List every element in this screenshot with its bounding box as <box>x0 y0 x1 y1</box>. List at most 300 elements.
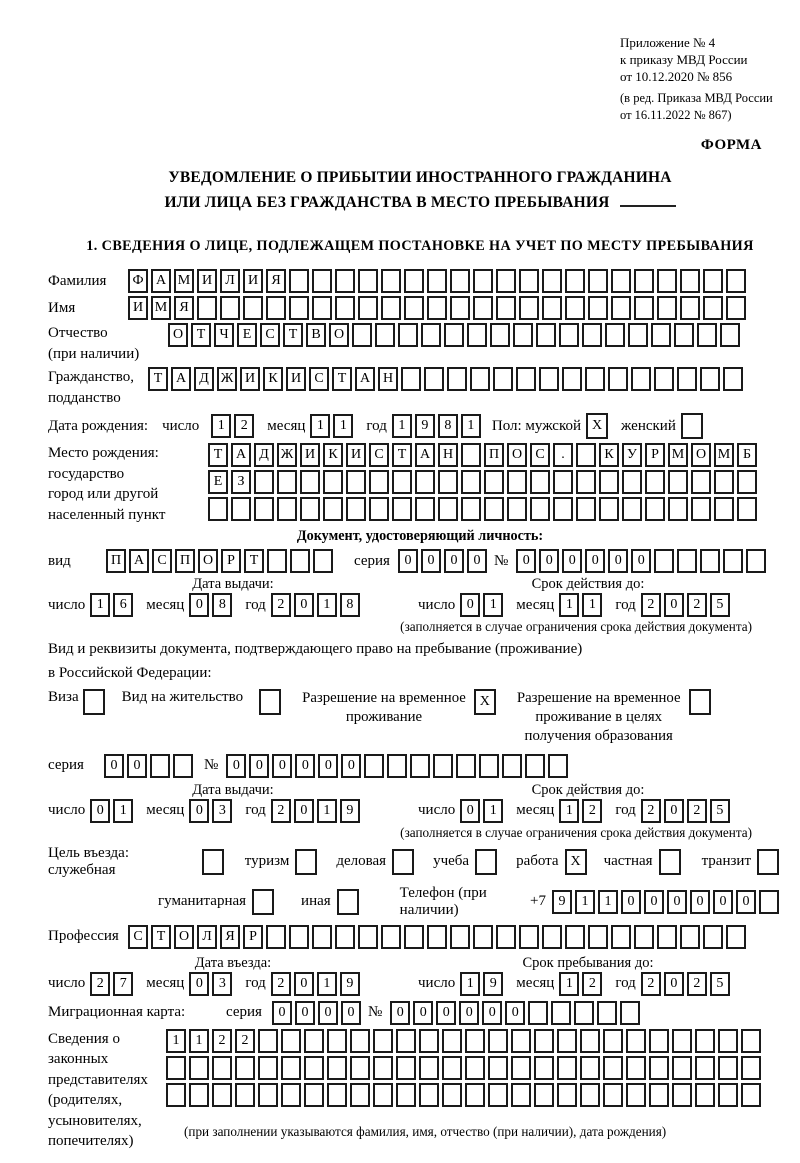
char-box[interactable] <box>723 367 743 391</box>
char-box[interactable] <box>313 549 333 573</box>
char-box[interactable]: 0 <box>444 549 464 573</box>
char-box[interactable] <box>511 1083 531 1107</box>
char-box[interactable]: 0 <box>318 754 338 778</box>
char-box[interactable]: 2 <box>641 799 661 823</box>
char-box[interactable] <box>691 470 711 494</box>
char-box[interactable]: 0 <box>562 549 582 573</box>
char-box[interactable] <box>312 925 332 949</box>
char-box[interactable] <box>496 296 516 320</box>
char-box[interactable] <box>649 1056 669 1080</box>
char-box[interactable]: 5 <box>710 799 730 823</box>
char-box[interactable] <box>350 1056 370 1080</box>
char-box[interactable]: 1 <box>166 1029 186 1053</box>
char-box[interactable] <box>565 925 585 949</box>
char-box[interactable]: 5 <box>710 972 730 996</box>
char-box[interactable] <box>519 925 539 949</box>
char-box[interactable]: 0 <box>713 890 733 914</box>
char-box[interactable]: Я <box>266 269 286 293</box>
char-box[interactable]: С <box>530 443 550 467</box>
char-box[interactable] <box>689 689 711 715</box>
char-box[interactable] <box>467 323 487 347</box>
char-box[interactable] <box>507 470 527 494</box>
char-box[interactable] <box>473 296 493 320</box>
char-box[interactable]: 0 <box>341 754 361 778</box>
char-box[interactable] <box>502 754 522 778</box>
char-box[interactable] <box>381 296 401 320</box>
char-box[interactable]: З <box>231 470 251 494</box>
char-box[interactable] <box>166 1083 186 1107</box>
char-box[interactable]: 1 <box>460 972 480 996</box>
char-box[interactable] <box>189 1056 209 1080</box>
char-box[interactable]: 0 <box>90 799 110 823</box>
char-box[interactable] <box>438 497 458 521</box>
char-box[interactable]: 2 <box>90 972 110 996</box>
char-box[interactable]: 0 <box>249 754 269 778</box>
char-box[interactable] <box>511 1056 531 1080</box>
char-box[interactable]: Ч <box>214 323 234 347</box>
char-box[interactable] <box>631 367 651 391</box>
char-box[interactable] <box>611 296 631 320</box>
char-box[interactable]: 0 <box>341 1001 361 1025</box>
char-box[interactable] <box>565 269 585 293</box>
char-box[interactable] <box>346 470 366 494</box>
char-box[interactable]: 0 <box>690 890 710 914</box>
char-box[interactable] <box>741 1056 761 1080</box>
char-box[interactable]: 0 <box>736 890 756 914</box>
char-box[interactable]: 0 <box>460 593 480 617</box>
char-box[interactable] <box>746 549 766 573</box>
char-box[interactable]: 0 <box>189 799 209 823</box>
char-box[interactable] <box>700 549 720 573</box>
char-box[interactable] <box>651 323 671 347</box>
char-box[interactable] <box>603 1056 623 1080</box>
char-box[interactable] <box>387 754 407 778</box>
char-box[interactable] <box>312 269 332 293</box>
char-box[interactable]: 5 <box>710 593 730 617</box>
char-box[interactable] <box>585 367 605 391</box>
char-box[interactable] <box>622 470 642 494</box>
char-box[interactable] <box>741 1029 761 1053</box>
char-box[interactable]: О <box>329 323 349 347</box>
char-box[interactable] <box>373 1029 393 1053</box>
char-box[interactable]: И <box>128 296 148 320</box>
char-box[interactable]: О <box>507 443 527 467</box>
char-box[interactable]: 0 <box>127 754 147 778</box>
char-box[interactable]: 1 <box>582 593 602 617</box>
char-box[interactable] <box>289 269 309 293</box>
char-box[interactable] <box>703 269 723 293</box>
char-box[interactable]: 9 <box>415 414 435 438</box>
char-box[interactable]: 2 <box>687 972 707 996</box>
char-box[interactable] <box>243 296 263 320</box>
char-box[interactable] <box>473 925 493 949</box>
char-box[interactable]: 2 <box>582 972 602 996</box>
char-box[interactable] <box>576 470 596 494</box>
char-box[interactable] <box>490 323 510 347</box>
char-box[interactable] <box>373 1083 393 1107</box>
char-box[interactable] <box>757 849 779 875</box>
char-box[interactable]: Р <box>243 925 263 949</box>
char-box[interactable] <box>542 296 562 320</box>
char-box[interactable] <box>718 1029 738 1053</box>
char-box[interactable] <box>681 413 703 439</box>
char-box[interactable] <box>519 269 539 293</box>
char-box[interactable]: 0 <box>516 549 536 573</box>
char-box[interactable] <box>281 1056 301 1080</box>
char-box[interactable] <box>335 296 355 320</box>
char-box[interactable] <box>465 1029 485 1053</box>
char-box[interactable] <box>415 470 435 494</box>
char-box[interactable] <box>548 754 568 778</box>
char-box[interactable] <box>525 754 545 778</box>
char-box[interactable] <box>304 1029 324 1053</box>
char-box[interactable] <box>657 925 677 949</box>
char-box[interactable] <box>392 497 412 521</box>
char-box[interactable] <box>534 1056 554 1080</box>
char-box[interactable] <box>304 1056 324 1080</box>
char-box[interactable] <box>718 1083 738 1107</box>
char-box[interactable] <box>714 470 734 494</box>
char-box[interactable]: 1 <box>317 972 337 996</box>
char-box[interactable] <box>536 323 556 347</box>
char-box[interactable]: 0 <box>467 549 487 573</box>
char-box[interactable]: 3 <box>212 972 232 996</box>
char-box[interactable] <box>254 497 274 521</box>
char-box[interactable] <box>427 296 447 320</box>
char-box[interactable] <box>507 497 527 521</box>
char-box[interactable] <box>465 1056 485 1080</box>
char-box[interactable]: Б <box>737 443 757 467</box>
char-box[interactable]: А <box>129 549 149 573</box>
char-box[interactable]: С <box>369 443 389 467</box>
char-box[interactable]: 1 <box>211 414 231 438</box>
char-box[interactable] <box>427 269 447 293</box>
char-box[interactable] <box>396 1029 416 1053</box>
char-box[interactable] <box>450 925 470 949</box>
char-box[interactable] <box>281 1083 301 1107</box>
char-box[interactable] <box>461 497 481 521</box>
char-box[interactable]: Л <box>197 925 217 949</box>
char-box[interactable] <box>295 849 317 875</box>
char-box[interactable]: 0 <box>505 1001 525 1025</box>
char-box[interactable] <box>258 1083 278 1107</box>
char-box[interactable] <box>626 1029 646 1053</box>
char-box[interactable] <box>450 269 470 293</box>
char-box[interactable]: С <box>128 925 148 949</box>
char-box[interactable] <box>677 367 697 391</box>
char-box[interactable] <box>542 269 562 293</box>
char-box[interactable]: 8 <box>340 593 360 617</box>
char-box[interactable]: 0 <box>482 1001 502 1025</box>
char-box[interactable]: Я <box>174 296 194 320</box>
char-box[interactable] <box>620 1001 640 1025</box>
char-box[interactable] <box>605 323 625 347</box>
char-box[interactable] <box>266 925 286 949</box>
char-box[interactable] <box>375 323 395 347</box>
char-box[interactable] <box>231 497 251 521</box>
char-box[interactable]: 0 <box>459 1001 479 1025</box>
char-box[interactable]: А <box>355 367 375 391</box>
char-box[interactable] <box>461 443 481 467</box>
char-box[interactable] <box>726 925 746 949</box>
char-box[interactable]: К <box>599 443 619 467</box>
char-box[interactable] <box>672 1056 692 1080</box>
char-box[interactable] <box>456 754 476 778</box>
char-box[interactable]: Т <box>244 549 264 573</box>
char-box[interactable]: Т <box>332 367 352 391</box>
char-box[interactable]: X <box>474 689 496 715</box>
char-box[interactable]: Н <box>378 367 398 391</box>
char-box[interactable]: 9 <box>483 972 503 996</box>
char-box[interactable]: 7 <box>113 972 133 996</box>
char-box[interactable]: Ж <box>217 367 237 391</box>
char-box[interactable] <box>737 470 757 494</box>
char-box[interactable] <box>335 269 355 293</box>
char-box[interactable] <box>697 323 717 347</box>
char-box[interactable] <box>373 1056 393 1080</box>
char-box[interactable]: 0 <box>272 1001 292 1025</box>
char-box[interactable] <box>404 269 424 293</box>
char-box[interactable] <box>438 470 458 494</box>
char-box[interactable]: 1 <box>113 799 133 823</box>
char-box[interactable] <box>381 269 401 293</box>
char-box[interactable] <box>358 296 378 320</box>
char-box[interactable] <box>551 1001 571 1025</box>
char-box[interactable] <box>695 1083 715 1107</box>
char-box[interactable]: Ж <box>277 443 297 467</box>
char-box[interactable] <box>534 1029 554 1053</box>
char-box[interactable]: 2 <box>235 1029 255 1053</box>
char-box[interactable]: Т <box>208 443 228 467</box>
char-box[interactable]: Т <box>392 443 412 467</box>
char-box[interactable] <box>576 497 596 521</box>
char-box[interactable]: 1 <box>317 593 337 617</box>
char-box[interactable]: 0 <box>644 890 664 914</box>
char-box[interactable]: А <box>171 367 191 391</box>
char-box[interactable] <box>559 323 579 347</box>
char-box[interactable] <box>419 1029 439 1053</box>
char-box[interactable] <box>741 1083 761 1107</box>
char-box[interactable]: У <box>622 443 642 467</box>
char-box[interactable]: 0 <box>294 593 314 617</box>
char-box[interactable] <box>323 470 343 494</box>
char-box[interactable] <box>150 754 170 778</box>
char-box[interactable] <box>582 323 602 347</box>
char-box[interactable]: И <box>300 443 320 467</box>
char-box[interactable]: 1 <box>189 1029 209 1053</box>
char-box[interactable]: П <box>484 443 504 467</box>
char-box[interactable] <box>235 1056 255 1080</box>
char-box[interactable] <box>720 323 740 347</box>
char-box[interactable] <box>83 689 105 715</box>
char-box[interactable] <box>327 1083 347 1107</box>
char-box[interactable] <box>290 549 310 573</box>
char-box[interactable]: 2 <box>234 414 254 438</box>
char-box[interactable] <box>369 470 389 494</box>
char-box[interactable]: И <box>286 367 306 391</box>
char-box[interactable]: 1 <box>559 972 579 996</box>
char-box[interactable]: С <box>260 323 280 347</box>
char-box[interactable]: 0 <box>189 593 209 617</box>
char-box[interactable] <box>626 1056 646 1080</box>
char-box[interactable] <box>358 269 378 293</box>
char-box[interactable] <box>677 549 697 573</box>
char-box[interactable]: Т <box>148 367 168 391</box>
char-box[interactable] <box>657 269 677 293</box>
char-box[interactable] <box>484 497 504 521</box>
char-box[interactable]: 8 <box>212 593 232 617</box>
char-box[interactable] <box>277 497 297 521</box>
char-box[interactable] <box>358 925 378 949</box>
char-box[interactable] <box>415 497 435 521</box>
char-box[interactable]: Р <box>645 443 665 467</box>
char-box[interactable] <box>580 1029 600 1053</box>
char-box[interactable]: 1 <box>90 593 110 617</box>
char-box[interactable] <box>267 549 287 573</box>
char-box[interactable] <box>603 1083 623 1107</box>
char-box[interactable] <box>392 849 414 875</box>
char-box[interactable]: 1 <box>559 593 579 617</box>
char-box[interactable] <box>672 1029 692 1053</box>
char-box[interactable]: 1 <box>559 799 579 823</box>
char-box[interactable] <box>323 497 343 521</box>
char-box[interactable]: М <box>714 443 734 467</box>
char-box[interactable]: Я <box>220 925 240 949</box>
char-box[interactable] <box>703 925 723 949</box>
char-box[interactable] <box>398 323 418 347</box>
char-box[interactable]: 1 <box>461 414 481 438</box>
char-box[interactable] <box>202 849 224 875</box>
char-box[interactable] <box>511 1029 531 1053</box>
char-box[interactable] <box>539 367 559 391</box>
char-box[interactable] <box>634 269 654 293</box>
char-box[interactable]: С <box>309 367 329 391</box>
char-box[interactable] <box>404 296 424 320</box>
char-box[interactable]: 6 <box>113 593 133 617</box>
char-box[interactable] <box>450 296 470 320</box>
char-box[interactable] <box>350 1083 370 1107</box>
char-box[interactable]: 1 <box>483 799 503 823</box>
char-box[interactable]: К <box>263 367 283 391</box>
char-box[interactable] <box>695 1029 715 1053</box>
char-box[interactable] <box>723 549 743 573</box>
char-box[interactable] <box>392 470 412 494</box>
char-box[interactable] <box>424 367 444 391</box>
char-box[interactable]: А <box>231 443 251 467</box>
char-box[interactable]: 9 <box>340 972 360 996</box>
char-box[interactable]: . <box>553 443 573 467</box>
char-box[interactable] <box>557 1029 577 1053</box>
char-box[interactable] <box>364 754 384 778</box>
char-box[interactable] <box>599 470 619 494</box>
char-box[interactable] <box>649 1029 669 1053</box>
char-box[interactable]: 0 <box>398 549 418 573</box>
char-box[interactable]: 0 <box>667 890 687 914</box>
char-box[interactable]: Ф <box>128 269 148 293</box>
char-box[interactable] <box>562 367 582 391</box>
char-box[interactable]: 0 <box>664 799 684 823</box>
char-box[interactable]: 1 <box>317 799 337 823</box>
char-box[interactable]: 0 <box>621 890 641 914</box>
char-box[interactable]: Т <box>151 925 171 949</box>
char-box[interactable]: 0 <box>294 799 314 823</box>
char-box[interactable]: И <box>197 269 217 293</box>
char-box[interactable] <box>654 549 674 573</box>
char-box[interactable] <box>479 754 499 778</box>
char-box[interactable] <box>197 296 217 320</box>
char-box[interactable] <box>496 925 516 949</box>
char-box[interactable] <box>588 296 608 320</box>
char-box[interactable] <box>634 925 654 949</box>
char-box[interactable] <box>442 1083 462 1107</box>
char-box[interactable] <box>369 497 389 521</box>
char-box[interactable]: 9 <box>340 799 360 823</box>
char-box[interactable] <box>553 497 573 521</box>
char-box[interactable] <box>628 323 648 347</box>
char-box[interactable]: Д <box>194 367 214 391</box>
char-box[interactable] <box>496 269 516 293</box>
char-box[interactable]: 1 <box>310 414 330 438</box>
char-box[interactable] <box>488 1029 508 1053</box>
char-box[interactable]: 1 <box>392 414 412 438</box>
char-box[interactable] <box>603 1029 623 1053</box>
char-box[interactable]: А <box>415 443 435 467</box>
char-box[interactable] <box>442 1056 462 1080</box>
char-box[interactable] <box>700 367 720 391</box>
char-box[interactable] <box>645 470 665 494</box>
char-box[interactable] <box>680 296 700 320</box>
char-box[interactable] <box>350 1029 370 1053</box>
char-box[interactable] <box>528 1001 548 1025</box>
char-box[interactable] <box>493 367 513 391</box>
char-box[interactable] <box>277 470 297 494</box>
char-box[interactable] <box>327 1056 347 1080</box>
char-box[interactable]: 0 <box>318 1001 338 1025</box>
char-box[interactable] <box>580 1083 600 1107</box>
char-box[interactable] <box>259 689 281 715</box>
char-box[interactable] <box>654 367 674 391</box>
char-box[interactable]: 0 <box>295 1001 315 1025</box>
char-box[interactable]: 0 <box>413 1001 433 1025</box>
char-box[interactable]: О <box>174 925 194 949</box>
char-box[interactable]: 2 <box>641 593 661 617</box>
char-box[interactable] <box>442 1029 462 1053</box>
char-box[interactable]: С <box>152 549 172 573</box>
char-box[interactable]: О <box>168 323 188 347</box>
char-box[interactable] <box>461 470 481 494</box>
char-box[interactable]: О <box>691 443 711 467</box>
char-box[interactable] <box>611 925 631 949</box>
char-box[interactable] <box>212 1083 232 1107</box>
char-box[interactable] <box>608 367 628 391</box>
char-box[interactable]: 0 <box>272 754 292 778</box>
char-box[interactable]: 0 <box>436 1001 456 1025</box>
char-box[interactable] <box>530 470 550 494</box>
char-box[interactable] <box>208 497 228 521</box>
char-box[interactable]: 0 <box>585 549 605 573</box>
char-box[interactable] <box>421 323 441 347</box>
char-box[interactable] <box>626 1083 646 1107</box>
char-box[interactable] <box>404 925 424 949</box>
char-box[interactable] <box>396 1083 416 1107</box>
char-box[interactable] <box>576 443 596 467</box>
char-box[interactable] <box>410 754 430 778</box>
char-box[interactable]: П <box>106 549 126 573</box>
char-box[interactable]: 0 <box>631 549 651 573</box>
char-box[interactable] <box>396 1056 416 1080</box>
char-box[interactable]: 0 <box>295 754 315 778</box>
char-box[interactable]: 2 <box>271 593 291 617</box>
